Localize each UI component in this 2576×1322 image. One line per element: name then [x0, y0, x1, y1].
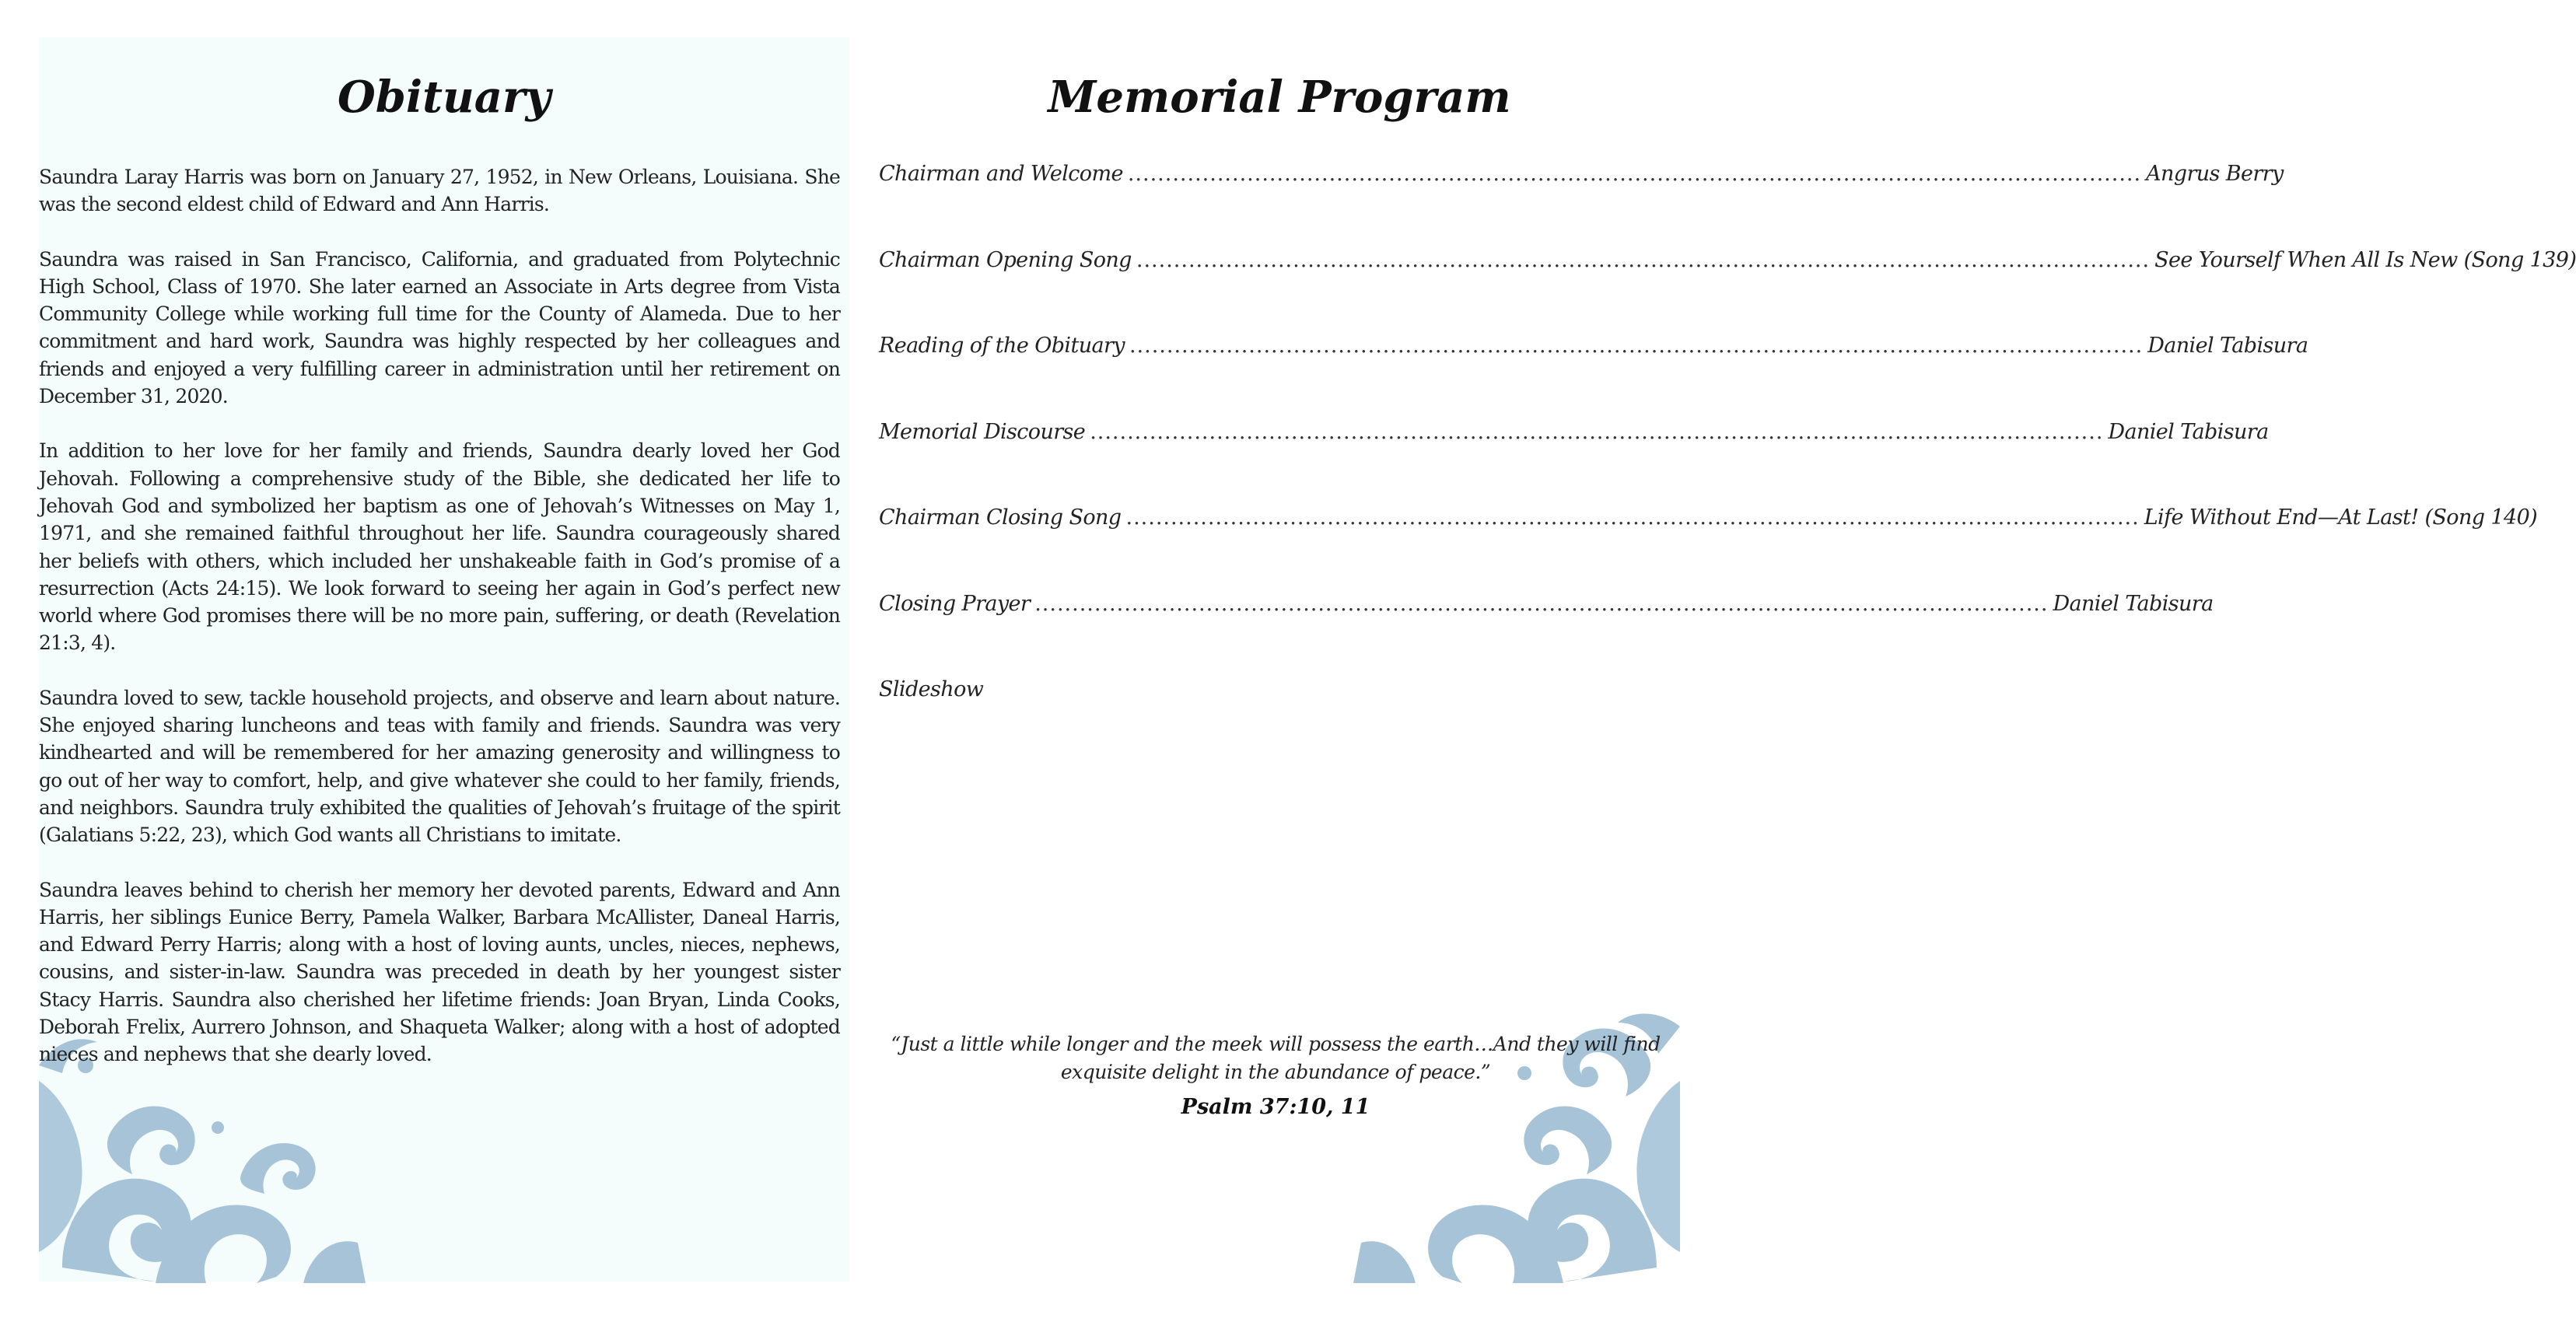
program-item: [879, 247, 2576, 334]
program-part: Chairman Closing Song: [879, 505, 1122, 530]
obituary-text: [39, 163, 840, 1096]
program-person: Life Without End—At Last! (Song 140): [2144, 505, 2538, 530]
program-item: [879, 334, 2308, 420]
program-item: [879, 677, 1672, 764]
program-item: [879, 419, 2269, 506]
obituary-title: Obituary: [337, 72, 551, 123]
program-part: Chairman Opening Song: [879, 247, 1132, 272]
program-person: Angrus Berry: [2146, 162, 2284, 186]
dot-leader: ........................................................................................................................................: [1090, 419, 2104, 444]
program-person: Daniel Tabisura: [2147, 334, 2308, 358]
dot-leader: ........................................................................................................................................: [1136, 247, 2151, 272]
obituary-paragraph: Saundra Laray Harris was born on January 27, 1952, in New Orleans, Louisiana. She was the second eldest child of Edward and Ann Harris.: [39, 166, 840, 216]
program-item: [879, 505, 2538, 592]
program-title: Memorial Program: [1048, 72, 1511, 123]
scripture-reference: Psalm 37:10, 11: [1181, 1095, 1370, 1119]
scripture-quote: “Just a little while longer and the meek will possess the earth…And they will find exquisite delight in the abundance of peace.”: [891, 1033, 1661, 1083]
program-item: [879, 591, 2214, 678]
program-part: Memorial Discourse: [879, 419, 1086, 444]
dot-leader: ........................................................................................................................................: [1127, 162, 2142, 186]
program-part: Slideshow: [879, 677, 984, 701]
program-list: [879, 162, 2576, 764]
program-part: Closing Prayer: [879, 591, 1031, 616]
program-person: See Yourself When All Is New (Song 139): [2154, 247, 2576, 272]
dot-leader: ........................................................................................................................................: [1129, 334, 2144, 358]
program-part: Reading of the Obituary: [879, 334, 1125, 358]
obituary-paragraph: Saundra was raised in San Francisco, California, and graduated from Polytechnic High School, Class of 1970. She later earned an Associate in Arts degree from Vista Community College while working full time for the County of Alameda. Due to her commitment and hard work, Saundra was highly respected by her colleagues and friends and enjoyed a very fulfilling career in administration until her retirement on December 31, 2020.: [39, 247, 840, 408]
program-item: [879, 162, 2284, 248]
obituary-paragraph: Saundra loved to sew, tackle household projects, and observe and learn about nature. She enjoyed sharing luncheons and teas with family and friends. Saundra was very kindhearted and will be remembered for her amazing generosity and willingness to go out of her way to comfort, help, and give whatever she could to her family, friends, and neighbors. Saundra truly exhibited the qualities of Jehovah’s fruitage of the spirit (Galatians 5:22, 23), which God wants all Christians to imitate.: [39, 686, 840, 847]
dot-leader: ........................................................................................................................................: [1125, 505, 2140, 530]
obituary-paragraph: In addition to her love for her family and friends, Saundra dearly loved her God Jehovah. Following a comprehensive study of the Bible, she dedicated her life to Jehovah God and symbolized her baptism as one of Jehovah’s Witnesses on May 1, 1971, and she remained faithful throughout her life. Saundra courageously shared her beliefs with others, which included her unshakeable faith in God’s promise of a resurrection (Acts 24:15). We look forward to seeing her again in God’s perfect new world where God promises there will be no more pain, suffering, or death (Revelation 21:3, 4).: [39, 439, 840, 655]
dot-leader: ........................................................................................................................................: [1034, 591, 2049, 616]
program-part: Chairman and Welcome: [879, 162, 1123, 186]
program-person: Daniel Tabisura: [2108, 419, 2269, 444]
obituary-paragraph: Saundra leaves behind to cherish her memory her devoted parents, Edward and Ann Harris, her siblings Eunice Berry, Pamela Walker, Barbara McAllister, Daneal Harris, and Edward Perry Harris; along with a host of loving aunts, uncles, nieces, nephews, cousins, and sister-in-law. Saundra was preceded in death by her youngest sister Stacy Harris. Saundra also cherished her lifetime friends: Joan Bryan, Linda Cooks, Deborah Frelix, Aurrero Johnson, and Shaqueta Walker; along with a host of adopted nieces and nephews that she dearly loved.: [39, 878, 840, 1066]
program-person: Daniel Tabisura: [2053, 591, 2214, 616]
